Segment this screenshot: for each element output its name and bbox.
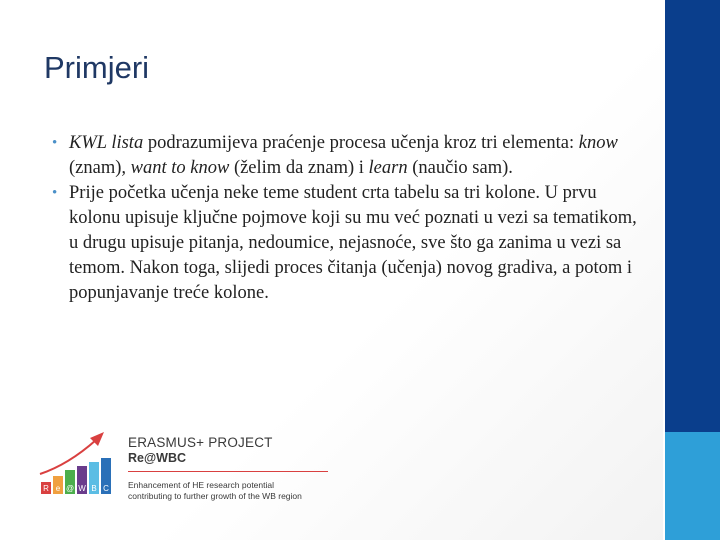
- bullet-item: [52, 131, 642, 181]
- growth-arrow-line: [40, 440, 96, 474]
- bullet-segment: (znam): [69, 158, 122, 178]
- bullet-dot-icon: •: [52, 135, 58, 151]
- logo-tagline-2: contributing to further growth of the WB region: [128, 491, 302, 501]
- bullet-list: [52, 131, 642, 306]
- logo-tagline-1: Enhancement of HE research potential: [128, 480, 275, 490]
- bullet-dot-icon: •: [52, 185, 58, 201]
- logo-letter: W: [78, 484, 86, 493]
- logo-program-name: ERASMUS+ PROJECT: [128, 435, 273, 450]
- bullet-text: Prije početka učenja neke teme student crta tabelu sa tri kolone. U prvu kolonu upisuje ključne pojmove koji su mu već poznati u vezi sa tematikom, u drugu upisuje pitanja, nedoumice, nejasnoće, sve što ga zanima u vezi sa temom. Nakon toga, slijedi proces čitanja (učenja) novog gradiva, a potom i popunjavanje treće kolone.: [69, 183, 637, 303]
- bullet-item: [52, 181, 642, 306]
- logo-letter: e: [55, 484, 61, 493]
- bullet-segment: podrazumijeva praćenje procesa učenja kroz tri elementa:: [143, 133, 579, 153]
- side-bar-dark: [665, 0, 720, 432]
- logo-text: [128, 435, 328, 502]
- side-bar-light: [665, 432, 720, 540]
- bullet-text: [69, 133, 618, 178]
- logo-letter: R: [43, 484, 49, 493]
- bullet-segment: (naučio sam).: [407, 158, 513, 178]
- slide-title: Primjeri: [44, 50, 150, 85]
- erasmus-logo: [38, 418, 338, 500]
- bullet-segment: , want to know: [121, 158, 230, 178]
- bullet-segment: learn: [368, 158, 408, 178]
- logo-letter: @: [65, 484, 75, 493]
- bullet-segment: KWL lista: [69, 133, 144, 153]
- bullet-segment: know: [578, 133, 618, 153]
- growth-chart-icon: [38, 418, 116, 498]
- logo-divider: [128, 471, 328, 472]
- bullet-segment: (želim da znam) i: [229, 158, 369, 178]
- logo-letter: B: [91, 484, 97, 493]
- logo-project-name: Re@WBC: [128, 451, 187, 465]
- logo-letter: C: [103, 484, 109, 493]
